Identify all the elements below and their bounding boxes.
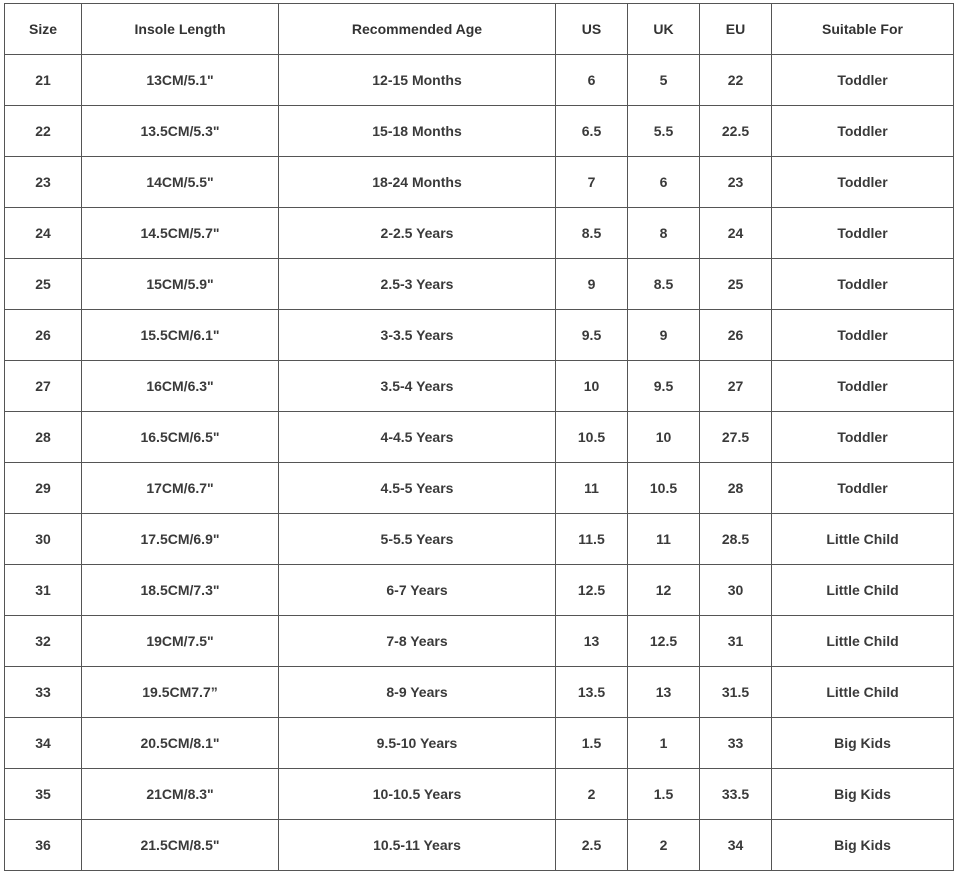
eu-size-cell: 22: [700, 55, 772, 106]
suitable-for-cell: Toddler: [772, 361, 954, 412]
insole-length-cell: 16.5CM/6.5": [82, 412, 279, 463]
us-size-cell: 6: [556, 55, 628, 106]
eu-size-cell: 28.5: [700, 514, 772, 565]
recommended-age-cell: 7-8 Years: [279, 616, 556, 667]
header-suitable-for: Suitable For: [772, 4, 954, 55]
suitable-for-cell: Toddler: [772, 463, 954, 514]
recommended-age-cell: 10.5-11 Years: [279, 820, 556, 871]
size-cell: 25: [5, 259, 82, 310]
uk-size-cell: 10.5: [628, 463, 700, 514]
size-chart-table: [4, 3, 954, 871]
eu-size-cell: 23: [700, 157, 772, 208]
eu-size-cell: 22.5: [700, 106, 772, 157]
uk-size-cell: 1: [628, 718, 700, 769]
us-size-cell: 10: [556, 361, 628, 412]
insole-length-cell: 16CM/6.3": [82, 361, 279, 412]
suitable-for-cell: Toddler: [772, 259, 954, 310]
suitable-for-cell: Big Kids: [772, 820, 954, 871]
suitable-for-cell: Little Child: [772, 667, 954, 718]
suitable-for-cell: Toddler: [772, 106, 954, 157]
uk-size-cell: 11: [628, 514, 700, 565]
recommended-age-cell: 3-3.5 Years: [279, 310, 556, 361]
us-size-cell: 2: [556, 769, 628, 820]
table-row: [5, 769, 954, 820]
insole-length-cell: 21.5CM/8.5": [82, 820, 279, 871]
us-size-cell: 7: [556, 157, 628, 208]
table-header: [5, 4, 954, 55]
uk-size-cell: 5.5: [628, 106, 700, 157]
uk-size-cell: 9: [628, 310, 700, 361]
us-size-cell: 8.5: [556, 208, 628, 259]
eu-size-cell: 27: [700, 361, 772, 412]
recommended-age-cell: 4-4.5 Years: [279, 412, 556, 463]
eu-size-cell: 28: [700, 463, 772, 514]
suitable-for-cell: Little Child: [772, 514, 954, 565]
uk-size-cell: 8.5: [628, 259, 700, 310]
recommended-age-cell: 5-5.5 Years: [279, 514, 556, 565]
table-row: [5, 157, 954, 208]
suitable-for-cell: Toddler: [772, 157, 954, 208]
uk-size-cell: 6: [628, 157, 700, 208]
table-row: [5, 259, 954, 310]
size-cell: 31: [5, 565, 82, 616]
uk-size-cell: 12: [628, 565, 700, 616]
insole-length-cell: 19CM/7.5": [82, 616, 279, 667]
table-row: [5, 55, 954, 106]
uk-size-cell: 8: [628, 208, 700, 259]
table-row: [5, 310, 954, 361]
uk-size-cell: 13: [628, 667, 700, 718]
us-size-cell: 9.5: [556, 310, 628, 361]
header-recommended-age: Recommended Age: [279, 4, 556, 55]
header-row: [5, 4, 954, 55]
recommended-age-cell: 2-2.5 Years: [279, 208, 556, 259]
insole-length-cell: 20.5CM/8.1": [82, 718, 279, 769]
us-size-cell: 2.5: [556, 820, 628, 871]
table-row: [5, 616, 954, 667]
insole-length-cell: 19.5CM7.7”: [82, 667, 279, 718]
insole-length-cell: 14CM/5.5": [82, 157, 279, 208]
header-eu: EU: [700, 4, 772, 55]
insole-length-cell: 21CM/8.3": [82, 769, 279, 820]
us-size-cell: 11.5: [556, 514, 628, 565]
recommended-age-cell: 9.5-10 Years: [279, 718, 556, 769]
insole-length-cell: 14.5CM/5.7": [82, 208, 279, 259]
size-cell: 32: [5, 616, 82, 667]
size-cell: 30: [5, 514, 82, 565]
recommended-age-cell: 3.5-4 Years: [279, 361, 556, 412]
size-cell: 27: [5, 361, 82, 412]
table-row: [5, 820, 954, 871]
insole-length-cell: 13.5CM/5.3": [82, 106, 279, 157]
size-cell: 24: [5, 208, 82, 259]
eu-size-cell: 34: [700, 820, 772, 871]
suitable-for-cell: Big Kids: [772, 769, 954, 820]
eu-size-cell: 24: [700, 208, 772, 259]
insole-length-cell: 15CM/5.9": [82, 259, 279, 310]
table-body: [5, 55, 954, 871]
us-size-cell: 13.5: [556, 667, 628, 718]
insole-length-cell: 18.5CM/7.3": [82, 565, 279, 616]
table-row: [5, 361, 954, 412]
eu-size-cell: 33: [700, 718, 772, 769]
header-us: US: [556, 4, 628, 55]
size-cell: 23: [5, 157, 82, 208]
us-size-cell: 10.5: [556, 412, 628, 463]
table-row: [5, 463, 954, 514]
size-cell: 28: [5, 412, 82, 463]
recommended-age-cell: 15-18 Months: [279, 106, 556, 157]
insole-length-cell: 13CM/5.1": [82, 55, 279, 106]
recommended-age-cell: 2.5-3 Years: [279, 259, 556, 310]
suitable-for-cell: Little Child: [772, 565, 954, 616]
us-size-cell: 6.5: [556, 106, 628, 157]
recommended-age-cell: 18-24 Months: [279, 157, 556, 208]
table-row: [5, 514, 954, 565]
eu-size-cell: 27.5: [700, 412, 772, 463]
size-cell: 21: [5, 55, 82, 106]
size-cell: 34: [5, 718, 82, 769]
size-cell: 29: [5, 463, 82, 514]
suitable-for-cell: Toddler: [772, 208, 954, 259]
table-row: [5, 106, 954, 157]
header-uk: UK: [628, 4, 700, 55]
table-row: [5, 667, 954, 718]
suitable-for-cell: Big Kids: [772, 718, 954, 769]
uk-size-cell: 2: [628, 820, 700, 871]
us-size-cell: 12.5: [556, 565, 628, 616]
uk-size-cell: 5: [628, 55, 700, 106]
suitable-for-cell: Little Child: [772, 616, 954, 667]
uk-size-cell: 1.5: [628, 769, 700, 820]
table-row: [5, 565, 954, 616]
size-cell: 35: [5, 769, 82, 820]
size-cell: 26: [5, 310, 82, 361]
eu-size-cell: 31.5: [700, 667, 772, 718]
eu-size-cell: 25: [700, 259, 772, 310]
uk-size-cell: 12.5: [628, 616, 700, 667]
recommended-age-cell: 10-10.5 Years: [279, 769, 556, 820]
size-cell: 33: [5, 667, 82, 718]
header-size: Size: [5, 4, 82, 55]
suitable-for-cell: Toddler: [772, 412, 954, 463]
recommended-age-cell: 8-9 Years: [279, 667, 556, 718]
us-size-cell: 9: [556, 259, 628, 310]
eu-size-cell: 30: [700, 565, 772, 616]
recommended-age-cell: 6-7 Years: [279, 565, 556, 616]
insole-length-cell: 15.5CM/6.1": [82, 310, 279, 361]
eu-size-cell: 33.5: [700, 769, 772, 820]
uk-size-cell: 10: [628, 412, 700, 463]
insole-length-cell: 17CM/6.7": [82, 463, 279, 514]
recommended-age-cell: 4.5-5 Years: [279, 463, 556, 514]
size-cell: 22: [5, 106, 82, 157]
uk-size-cell: 9.5: [628, 361, 700, 412]
table-row: [5, 718, 954, 769]
insole-length-cell: 17.5CM/6.9": [82, 514, 279, 565]
eu-size-cell: 26: [700, 310, 772, 361]
recommended-age-cell: 12-15 Months: [279, 55, 556, 106]
us-size-cell: 11: [556, 463, 628, 514]
header-insole-length: Insole Length: [82, 4, 279, 55]
us-size-cell: 13: [556, 616, 628, 667]
suitable-for-cell: Toddler: [772, 310, 954, 361]
size-cell: 36: [5, 820, 82, 871]
us-size-cell: 1.5: [556, 718, 628, 769]
eu-size-cell: 31: [700, 616, 772, 667]
suitable-for-cell: Toddler: [772, 55, 954, 106]
table-row: [5, 208, 954, 259]
table-row: [5, 412, 954, 463]
